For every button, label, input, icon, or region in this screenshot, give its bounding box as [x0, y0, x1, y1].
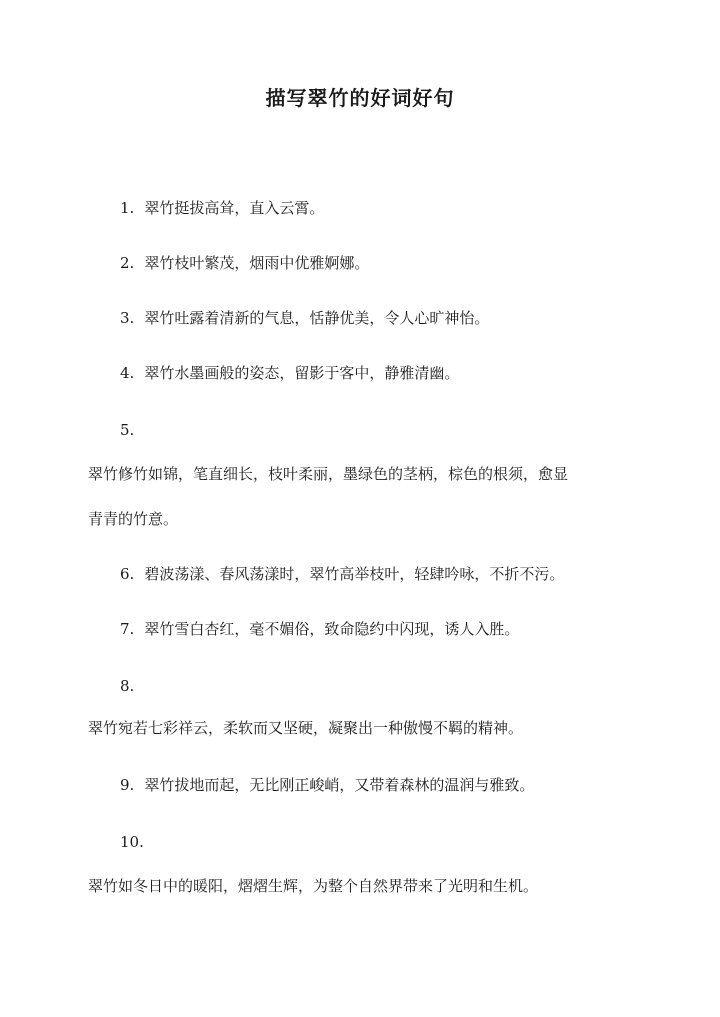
list-item-text-line: 翠竹如冬日中的暖阳，熠熠生辉，为整个自然界带来了光明和生机。 — [88, 877, 539, 895]
list-item — [120, 196, 324, 220]
item-number: 5. — [120, 421, 135, 439]
list-item-text-line: 青青的竹意。 — [88, 510, 179, 528]
item-text: 翠竹吐露着清新的气息，恬静优美，令人心旷神怡。 — [144, 309, 490, 327]
item-number: 10. — [120, 833, 144, 851]
item-number: 2. — [120, 254, 135, 272]
item-number: 8. — [120, 677, 135, 695]
item-number: 4. — [120, 364, 135, 382]
list-item — [120, 306, 489, 330]
list-item — [120, 617, 519, 641]
item-text: 碧波荡漾、春风荡漾时，翠竹高举枝叶，轻肆吟咏，不折不污。 — [144, 565, 565, 583]
list-item — [120, 773, 534, 797]
list-item-number-line — [120, 418, 144, 442]
item-number: 1. — [120, 199, 135, 217]
page-title: 描写翠竹的好词好句 — [265, 86, 455, 110]
list-item-text-line: 翠竹宛若七彩祥云，柔软而又坚硬，凝聚出一种傲慢不羁的精神。 — [88, 719, 524, 737]
item-text: 翠竹枝叶繁茂，烟雨中优雅婀娜。 — [144, 254, 370, 272]
item-number: 3. — [120, 309, 135, 327]
list-item-number-line — [120, 674, 144, 698]
item-text: 翠竹拔地而起，无比刚正峻峭，又带着森林的温润与雅致。 — [144, 776, 535, 794]
list-item — [120, 251, 369, 275]
list-item — [120, 361, 459, 385]
list-item-number-line — [120, 830, 154, 854]
list-item-text-line: 翠竹修竹如锦，笔直细长，枝叶柔丽，墨绿色的茎柄，棕色的根须，愈显 — [88, 465, 569, 483]
item-number: 9. — [120, 776, 135, 794]
list-item — [120, 562, 564, 586]
item-number: 7. — [120, 620, 135, 638]
item-text: 翠竹挺拔高耸，直入云霄。 — [144, 199, 325, 217]
item-text: 翠竹雪白杏红，毫不媚俗，致命隐约中闪现，诱人入胜。 — [144, 620, 520, 638]
item-text: 翠竹水墨画般的姿态，留影于客中，静雅清幽。 — [144, 364, 460, 382]
item-number: 6. — [120, 565, 135, 583]
